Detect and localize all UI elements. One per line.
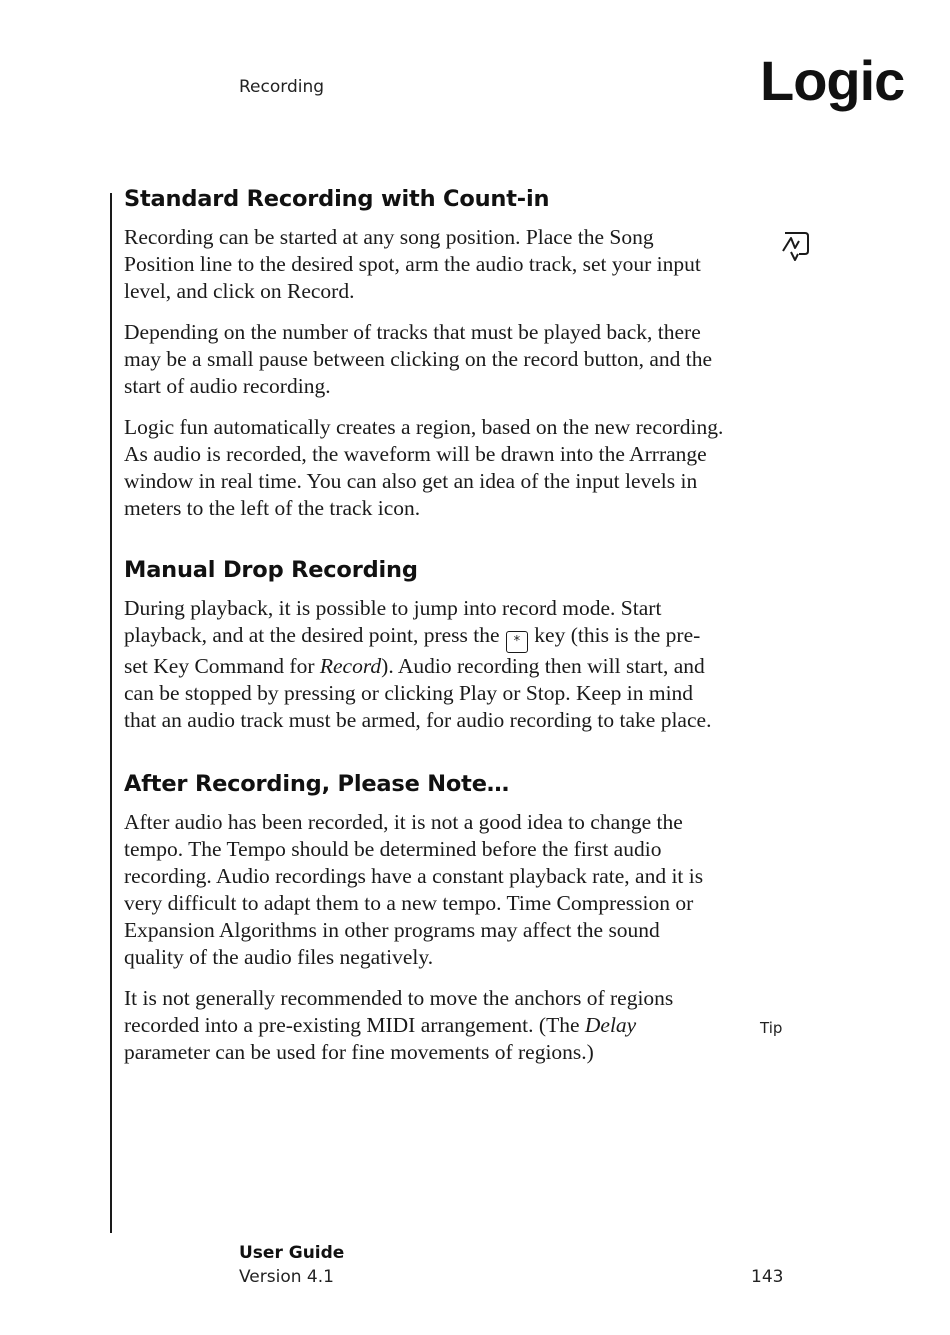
section-heading: Manual Drop Recording bbox=[124, 557, 418, 583]
logic-logo bbox=[760, 50, 920, 126]
paragraph-text: ). Audio recording then will start, and can be stopped by pressing or clicking Play or Stop. Keep in mind that an audio track must be armed, for audio recording to take place. bbox=[124, 654, 712, 732]
italic-term: Record bbox=[319, 654, 382, 678]
pencil-note-icon bbox=[779, 230, 811, 264]
footer-title: User Guide bbox=[239, 1243, 345, 1263]
paragraph: Recording can be started at any song position. Place the Song Position line to the desired spot, arm the audio track, set your input level, and click on Record. bbox=[124, 225, 701, 303]
section-standard-recording bbox=[124, 186, 724, 522]
section-manual-drop bbox=[124, 557, 724, 734]
footer-version: Version 4.1 bbox=[239, 1267, 334, 1287]
paragraph bbox=[124, 985, 724, 1066]
section-heading: Standard Recording with Count-in bbox=[124, 186, 550, 212]
italic-term: Delay bbox=[584, 1013, 637, 1037]
section-after-recording bbox=[124, 771, 724, 1066]
paragraph: After audio has been recorded, it is not a good idea to change the tempo. The Tempo should be determined before the first audio recording. Audio recordings have a constant playback rate, and it is very difficult to adapt them to a new tempo. Time Compression or Expansion Algorithms in other programs may affect the sound quality of the audio files negatively. bbox=[124, 810, 704, 969]
paragraph: Depending on the number of tracks that must be played back, there may be a small pause between clicking on the record button, and the start of audio recording. bbox=[124, 320, 713, 398]
running-head: Recording bbox=[239, 77, 325, 97]
section-heading: After Recording, Please Note… bbox=[124, 771, 510, 797]
paragraph-text: parameter can be used for fine movements of regions.) bbox=[124, 1040, 594, 1064]
paragraph-text: key (this is the pre-set Key Command for bbox=[124, 623, 701, 678]
page-number: 143 bbox=[751, 1267, 784, 1287]
tip-label: Tip bbox=[760, 1019, 783, 1037]
paragraph: Logic fun automatically creates a region, based on the new recording. As audio is recorded, the waveform will be drawn into the Arrrange window in real time. You can also get an idea of the input levels in meters to the left of the track icon. bbox=[124, 415, 724, 520]
asterisk-key-icon: * bbox=[506, 631, 528, 653]
margin-rule bbox=[110, 193, 112, 1233]
paragraph-text: During playback, it is possible to jump into record mode. Start playback, and at the desired point, press the bbox=[124, 596, 662, 647]
main-content bbox=[124, 186, 724, 1080]
svg-text:Logic: Logic bbox=[760, 50, 905, 112]
paragraph bbox=[124, 595, 724, 734]
paragraph-text: It is not generally recommended to move the anchors of regions recorded into a pre-existing MIDI arrangement. (The bbox=[124, 986, 674, 1037]
